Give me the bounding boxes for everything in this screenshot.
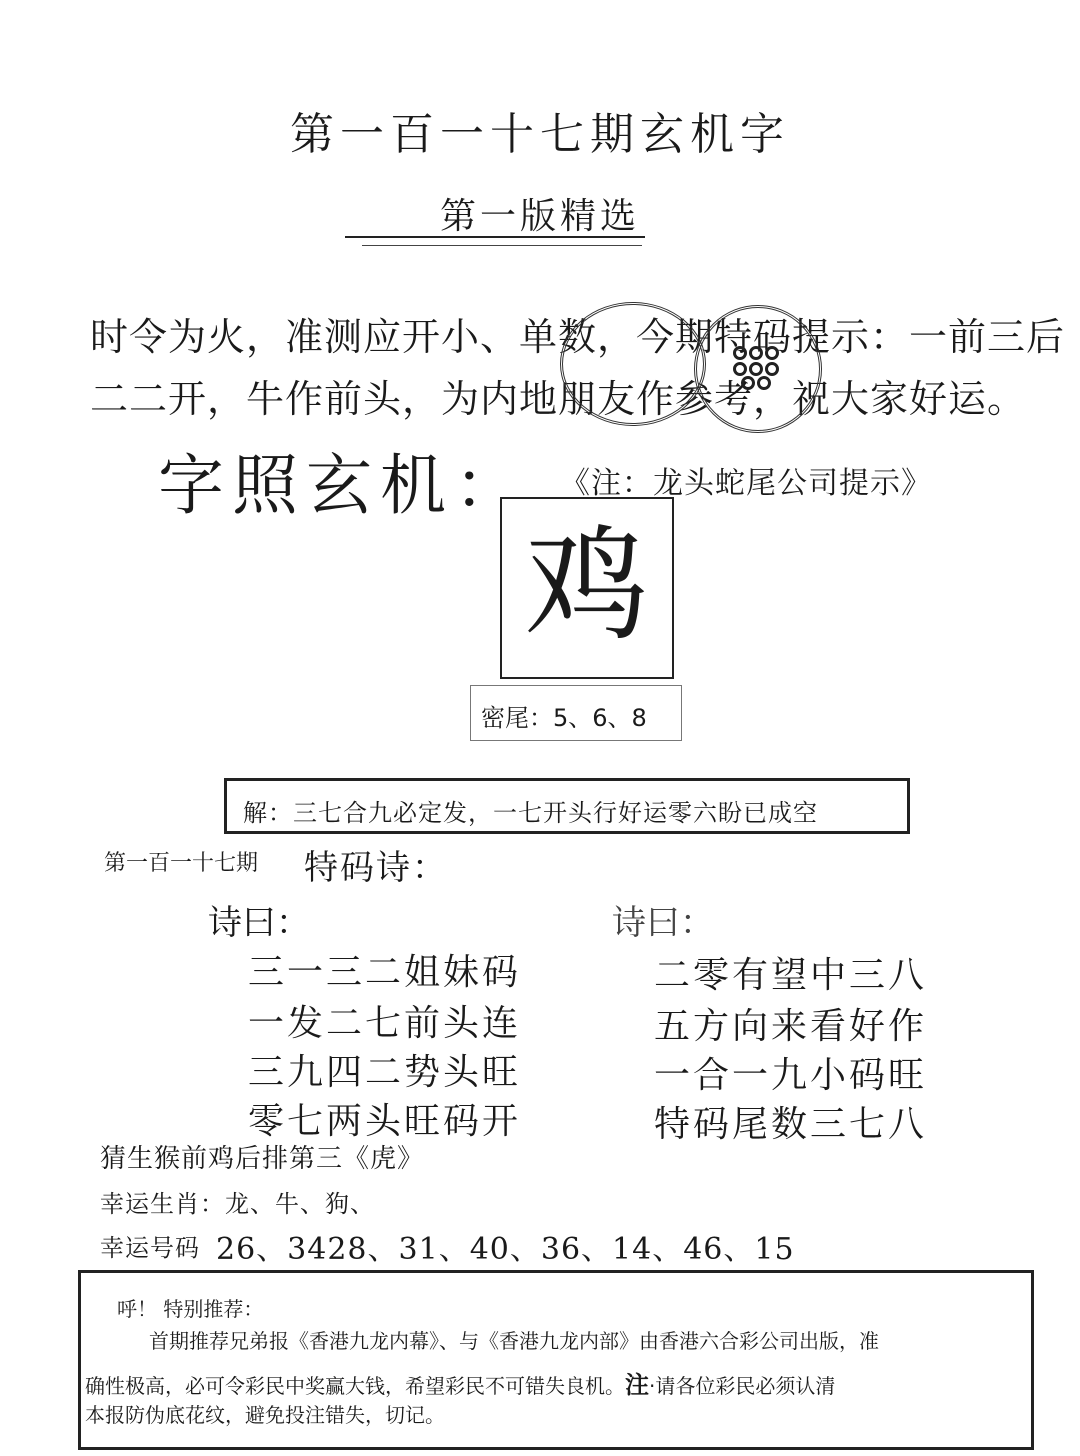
- subtitle-underline-second: [362, 245, 642, 246]
- poem-label-right: 诗曰：: [612, 903, 714, 943]
- lucky-numbers-label: 幸运号码: [100, 1234, 200, 1262]
- page-title: 第一百一十七期玄机字: [290, 109, 790, 160]
- recommendation-line-1: 首期推荐兄弟报《香港九龙内幕》、与《香港九龙内部》由香港六合彩公司出版，准: [149, 1329, 879, 1353]
- poem-right-line: 五方向来看好作: [654, 1006, 928, 1047]
- recommendation-note-mark: 注: [625, 1371, 649, 1399]
- lucky-zodiac: 幸运生肖：龙、牛、狗、: [100, 1190, 375, 1218]
- intro-line-2: 二二开，牛作前头，为内地朋友作参考，祝大家好运。: [90, 377, 1027, 421]
- stamp-emblem-icon: [733, 346, 779, 392]
- poem-right-line: 二零有望中三八: [654, 955, 928, 996]
- recommendation-line-3: 本报防伪底花纹，避免投注错失，切记。: [85, 1403, 445, 1427]
- clue-note: 《注：龙头蛇尾公司提示》: [560, 466, 932, 501]
- poem-left-line: 一发二七前头连: [248, 1003, 522, 1044]
- guess-line: 猜生猴前鸡后排第三《虎》: [100, 1144, 425, 1174]
- intro-line-1: 时令为火，准测应开小、单数，今期特码提示：一前三后: [90, 315, 1066, 359]
- poem-left-line: 三一三二姐妹码: [248, 952, 522, 993]
- lucky-numbers-values: 26、3428、31、40、36、14、46、15: [216, 1232, 795, 1267]
- poem-right-line: 一合一九小码旺: [654, 1055, 928, 1096]
- page-subtitle: 第一版精选: [439, 196, 640, 237]
- stamp-seal-right: [694, 305, 822, 433]
- clue-heading: 字照玄机：: [158, 447, 528, 524]
- poem-left-line: 三九四二势头旺: [248, 1052, 522, 1093]
- poem-issue: 第一百一十七期: [104, 851, 259, 876]
- tail-numbers: 密尾：5、6、8: [481, 704, 647, 732]
- poem-heading: 特码诗：: [304, 848, 448, 888]
- poem-left-line: 零七两头旺码开: [248, 1101, 522, 1142]
- stamp-seal-left: [560, 302, 706, 426]
- recommendation-line-2: [85, 1365, 835, 1400]
- clue-character-box: [500, 497, 674, 679]
- recommendation-heading: 呼！ 特别推荐：: [117, 1297, 264, 1321]
- recommendation-line-2-text: 确性极高，必可令彩民中奖赢大钱，希望彩民不可错失良机。: [85, 1374, 625, 1398]
- solution-box: [224, 778, 910, 834]
- recommendation-line-2-tail: ·请各位彩民必须认清: [649, 1374, 836, 1398]
- poem-right-line: 特码尾数三七八: [654, 1104, 928, 1145]
- subtitle-underline: [345, 236, 645, 238]
- tail-numbers-box: [470, 685, 682, 741]
- recommendation-box: [78, 1270, 1034, 1450]
- solution-text: 解：三七合九必定发，一七开头行好运零六盼已成空: [243, 799, 818, 827]
- poem-label-left: 诗曰：: [208, 903, 310, 943]
- clue-character: 鸡: [524, 514, 649, 658]
